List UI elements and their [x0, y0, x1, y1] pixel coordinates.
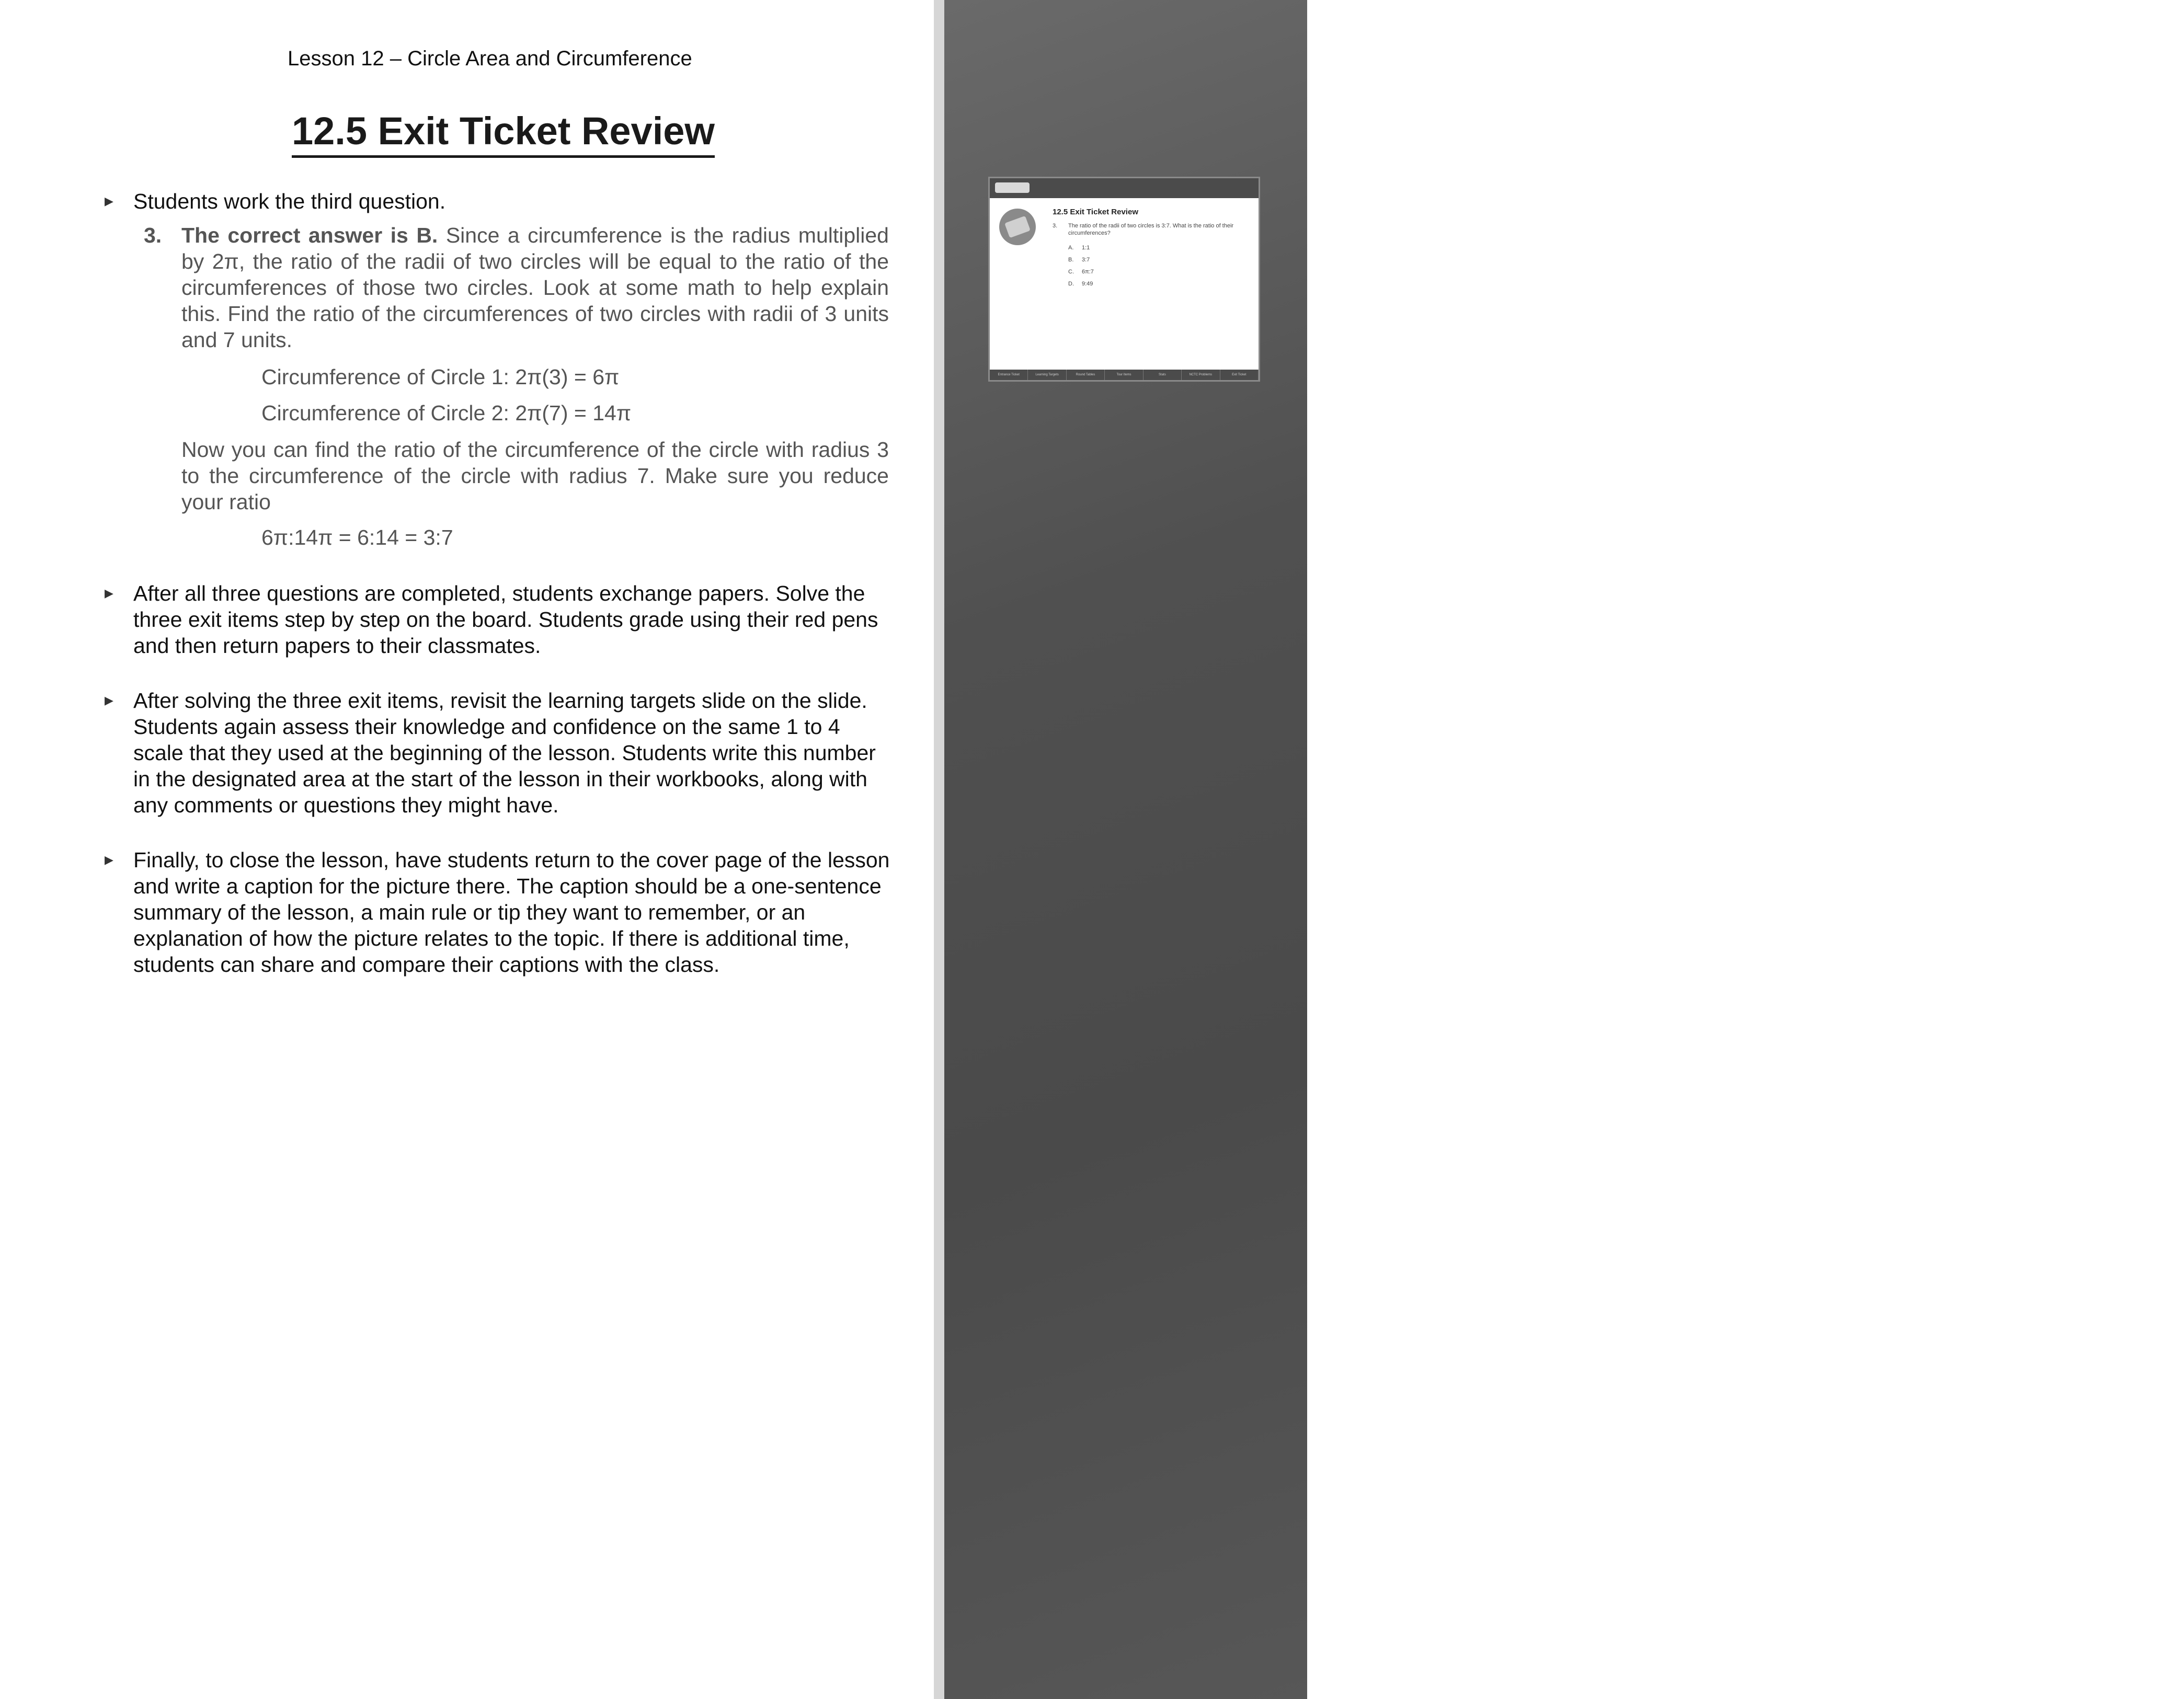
slide-title: 12.5 Exit Ticket Review: [1053, 208, 1138, 216]
slide-footer-item: Exit Ticket: [1220, 370, 1259, 380]
page-divider: [934, 0, 944, 1699]
equation-circle-1: Circumference of Circle 1: 2π(3) = 6π: [261, 365, 620, 389]
lesson-badge-icon: [999, 209, 1036, 245]
answer-text: Since a circumference is the radius multiplied by 2π, the ratio of the radii of two circles will be equal to the ratio of the circumferences of those two circles. Look at some math to help explain this. Find the ratio of the circumferences of two circles with radii of 3 units and 7 units.: [181, 223, 889, 352]
slide-option: A. 1:1: [1068, 245, 1090, 251]
bullet-marker: ▶: [105, 853, 113, 866]
bullet-marker: ▶: [105, 194, 113, 208]
slide-footer-item: NCTC Problems: [1182, 370, 1220, 380]
answer-lead: The correct answer is B.: [181, 223, 438, 247]
slide-footer-nav: [990, 370, 1259, 380]
slide-option: C. 6π:7: [1068, 269, 1094, 275]
slide-footer-item: Entrance Ticket: [990, 370, 1028, 380]
slide-option: B. 3:7: [1068, 257, 1090, 263]
bullet-marker: ▶: [105, 694, 113, 707]
slide-option: D. 9:49: [1068, 281, 1093, 287]
answer-block: [144, 222, 889, 353]
slide-options: [1068, 242, 1095, 290]
page-number: 345: [2151, 1577, 2184, 1599]
slide-question-number: 3.: [1053, 223, 1058, 229]
slide-footer-item: Round Tables: [1067, 370, 1105, 380]
bullet-marker: ▶: [105, 587, 113, 600]
logo-icon: [995, 182, 1030, 193]
bullet-text: Finally, to close the lesson, have students return to the cover page of the lesson and write a caption for the picture there. The caption should be a one-sentence summary of the lesson, a main rule or tip they want to remember, or an explanation of how the picture relates to the topic. If there is additional time, students can share and compare their captions with the class.: [133, 848, 890, 977]
lesson-header: Lesson 12 – Circle Area and Circumference: [288, 47, 692, 70]
slide-question: [1053, 222, 1241, 237]
slide-question-text: The ratio of the radii of two circles is 3:7. What is the ratio of their circumferences?: [1068, 223, 1234, 236]
bullet-text: After solving the three exit items, revisit the learning targets slide on the slide. Students again assess their knowledge and confidence on the same 1 to 4 scale that they used at the beginning of the lesson. Students write this number in the designated area at the start of the lesson in their workbooks, along with any comments or questions they might have.: [133, 688, 876, 817]
slide-footer-item: Tour Items: [1105, 370, 1143, 380]
equation-ratio: 6π:14π = 6:14 = 3:7: [261, 525, 453, 549]
slide-header-bar: [990, 178, 1259, 198]
bullet-text: Students work the third question.: [133, 189, 446, 213]
page-main: [0, 0, 934, 1699]
answer-number: 3.: [144, 223, 162, 247]
slide-thumbnail: [988, 177, 1260, 382]
answer-body: [144, 222, 889, 353]
slide-footer-item: Learning Targets: [1028, 370, 1066, 380]
bullet-text: After all three questions are completed, students exchange papers. Solve the three exit items step by step on the board. Students grade using their red pens and then return papers to their classmates.: [133, 581, 878, 658]
ticket-icon: [1004, 216, 1031, 238]
answer-followup: Now you can find the ratio of the circumference of the circle with radius 3 to the circumference of the circle with radius 7. Make sure you reduce your ratio: [181, 438, 889, 514]
page-title: 12.5 Exit Ticket Review: [292, 110, 715, 158]
equation-circle-2: Circumference of Circle 2: 2π(7) = 14π: [261, 401, 632, 425]
slide-footer-item: Stats: [1144, 370, 1182, 380]
